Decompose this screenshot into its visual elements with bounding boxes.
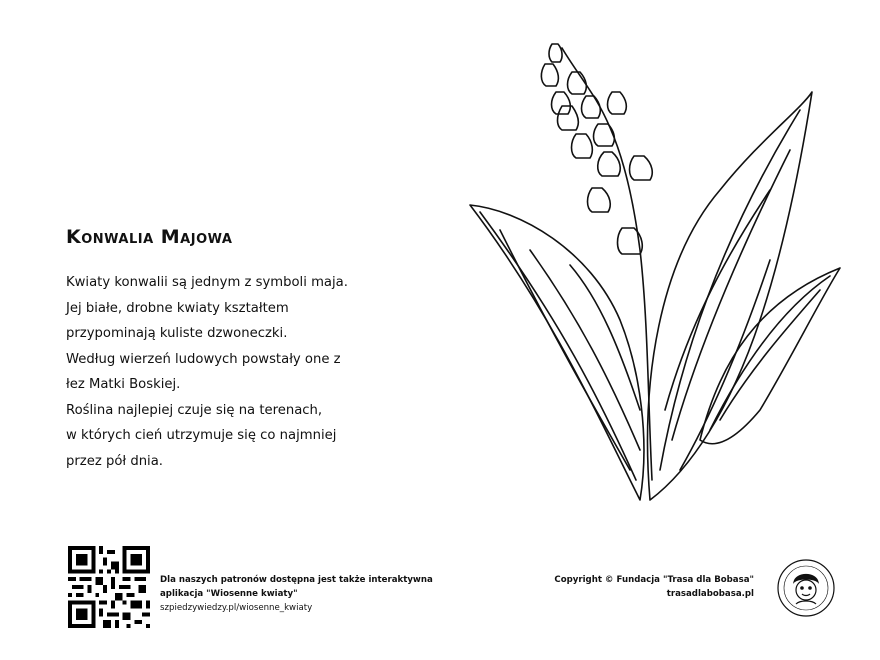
- description-text: [66, 270, 396, 474]
- description-line: łez Matki Boskiej.: [66, 377, 181, 392]
- promo-line: aplikacja "Wiosenne kwiaty": [160, 589, 298, 599]
- qr-code-icon[interactable]: [68, 546, 150, 628]
- copyright-block: [554, 573, 754, 601]
- site-link[interactable]: trasadlabobasa.pl: [666, 589, 754, 599]
- description-line: przypominają kuliste dzwoneczki.: [66, 326, 288, 341]
- description-line: Kwiaty konwalii są jednym z symboli maja.: [66, 275, 348, 290]
- description-line: Jej białe, drobne kwiaty kształtem: [66, 300, 289, 316]
- promo-link[interactable]: szpiedzywiedzy.pl/wiosenne_kwiaty: [160, 603, 313, 613]
- trasa-dla-bobasa-logo: [776, 558, 836, 618]
- promo-line: Dla naszych patronów dostępna jest także interaktywna: [160, 575, 433, 585]
- patron-promo: [160, 573, 433, 615]
- description-line: Roślina najlepiej czuje się na terenach,: [66, 402, 323, 418]
- copyright-text: Copyright © Fundacja "Trasa dla Bobasa": [554, 575, 754, 585]
- lily-of-the-valley-illustration: [440, 30, 870, 530]
- page-title: Konwalia Majowa: [66, 226, 233, 248]
- description-line: w których cień utrzymuje się co najmniej: [66, 428, 337, 443]
- description-line: Według wierzeń ludowych powstały one z: [66, 351, 341, 367]
- description-line: przez pół dnia.: [66, 453, 163, 469]
